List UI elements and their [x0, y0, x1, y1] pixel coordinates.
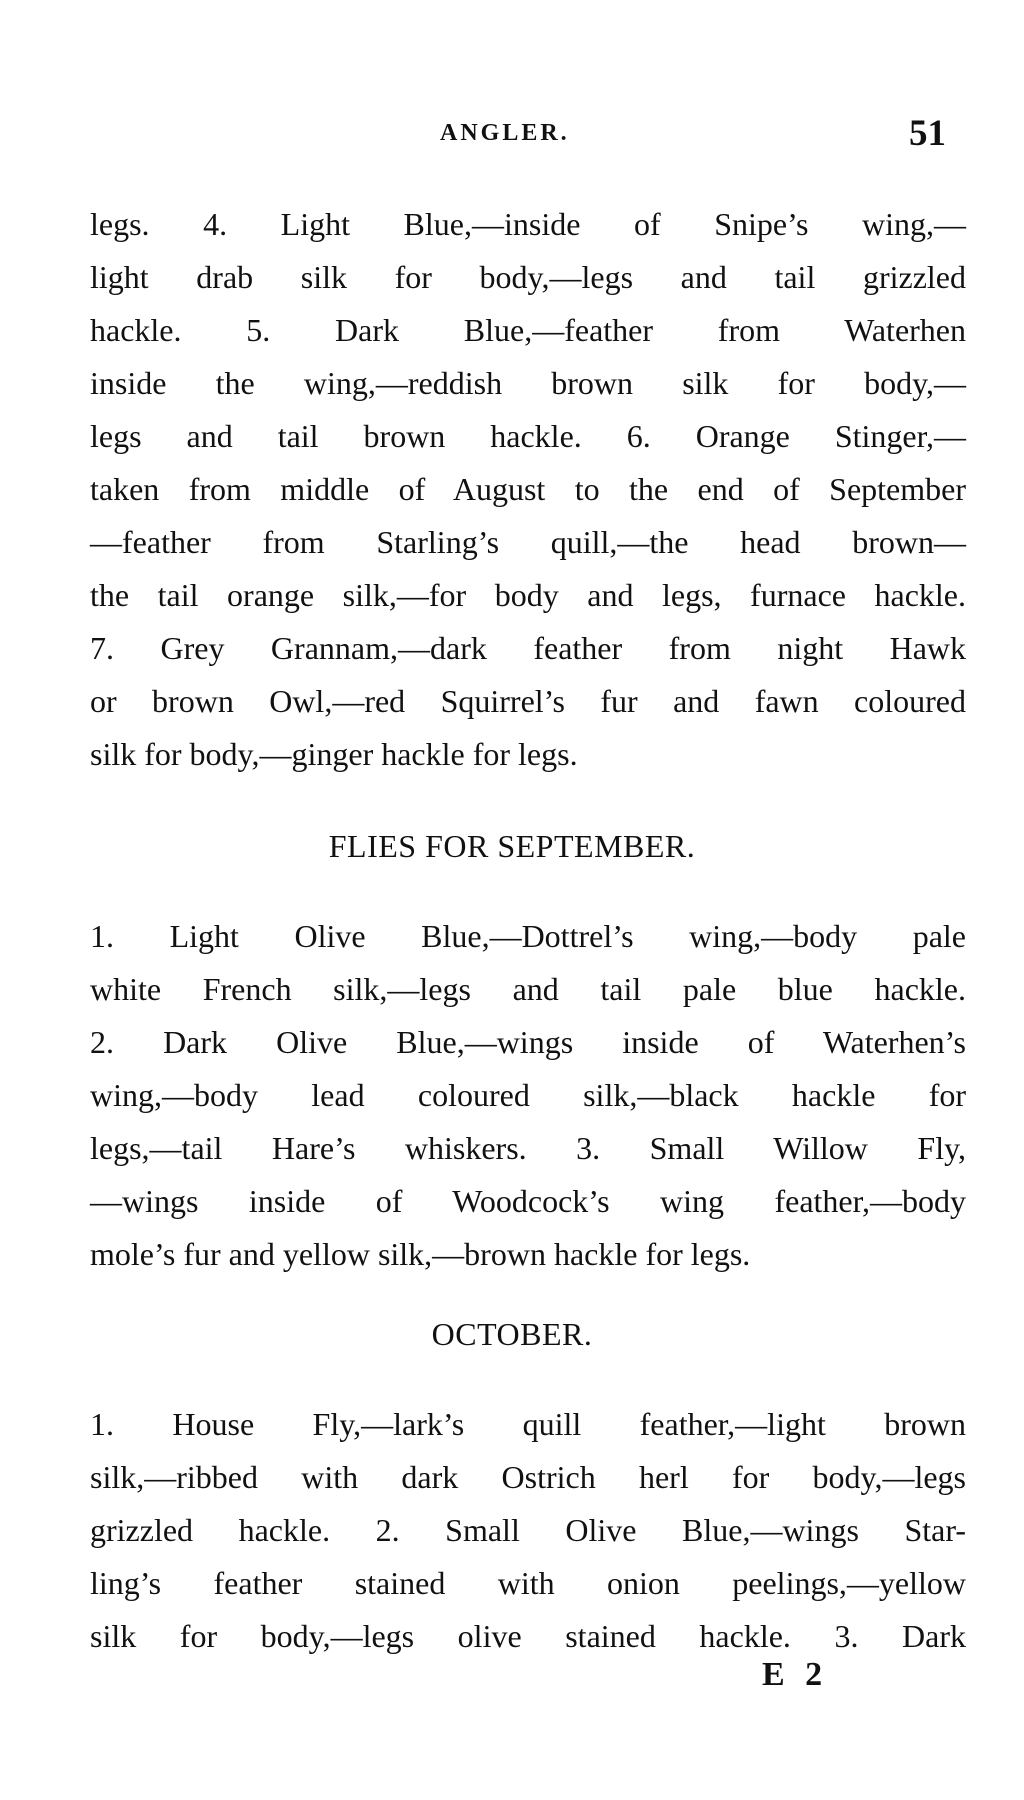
- running-title: ANGLER.: [440, 120, 570, 146]
- text-line: —feather from Starling’s quill,—the head brown—: [90, 524, 966, 560]
- text-line: legs,—tail Hare’s whiskers. 3. Small Willow Fly,: [90, 1130, 966, 1166]
- section-heading-october: OCTOBER.: [431, 1316, 593, 1352]
- text-line: or brown Owl,—red Squirrel’s fur and fawn coloured: [90, 683, 966, 719]
- text-line: —wings inside of Woodcock’s wing feather,—body: [90, 1183, 966, 1219]
- text-line: taken from middle of August to the end of September: [90, 471, 966, 507]
- text-line: silk for body,—legs olive stained hackle. 3. Dark: [90, 1618, 966, 1654]
- running-head: [0, 112, 1024, 156]
- text-line: legs. 4. Light Blue,—inside of Snipe’s wing,—: [90, 206, 966, 242]
- page-number: 51: [909, 113, 946, 154]
- text-line: wing,—body lead coloured silk,—black hackle for: [90, 1077, 966, 1113]
- section-heading-september: FLIES FOR SEPTEMBER.: [328, 828, 696, 864]
- text-line: ling’s feather stained with onion peelings,—yellow: [90, 1565, 966, 1601]
- text-line: 1. House Fly,—lark’s quill feather,—light brown: [90, 1406, 966, 1442]
- text-line: light drab silk for body,—legs and tail grizzled: [90, 259, 966, 295]
- text-line: legs and tail brown hackle. 6. Orange Stinger,—: [90, 418, 966, 454]
- text-line: mole’s fur and yellow silk,—brown hackle for legs.: [90, 1236, 751, 1272]
- text-line: 2. Dark Olive Blue,—wings inside of Waterhen’s: [90, 1024, 966, 1060]
- text-line: 7. Grey Grannam,—dark feather from night Hawk: [90, 630, 966, 666]
- text-line: 1. Light Olive Blue,—Dottrel’s wing,—body pale: [90, 918, 966, 954]
- text-line: hackle. 5. Dark Blue,—feather from Waterhen: [90, 312, 966, 348]
- text-line: silk for body,—ginger hackle for legs.: [90, 736, 578, 772]
- signature-mark: E 2: [762, 1656, 829, 1693]
- paragraph-continued: [90, 198, 966, 781]
- paragraph-october: [90, 1398, 966, 1663]
- text-line: the tail orange silk,—for body and legs, furnace hackle.: [90, 577, 966, 613]
- text-line: silk,—ribbed with dark Ostrich herl for body,—legs: [90, 1459, 966, 1495]
- text-line: inside the wing,—reddish brown silk for body,—: [90, 365, 966, 401]
- text-line: grizzled hackle. 2. Small Olive Blue,—wings Star-: [90, 1512, 966, 1548]
- text-line: white French silk,—legs and tail pale blue hackle.: [90, 971, 966, 1007]
- paragraph-september: [90, 910, 966, 1281]
